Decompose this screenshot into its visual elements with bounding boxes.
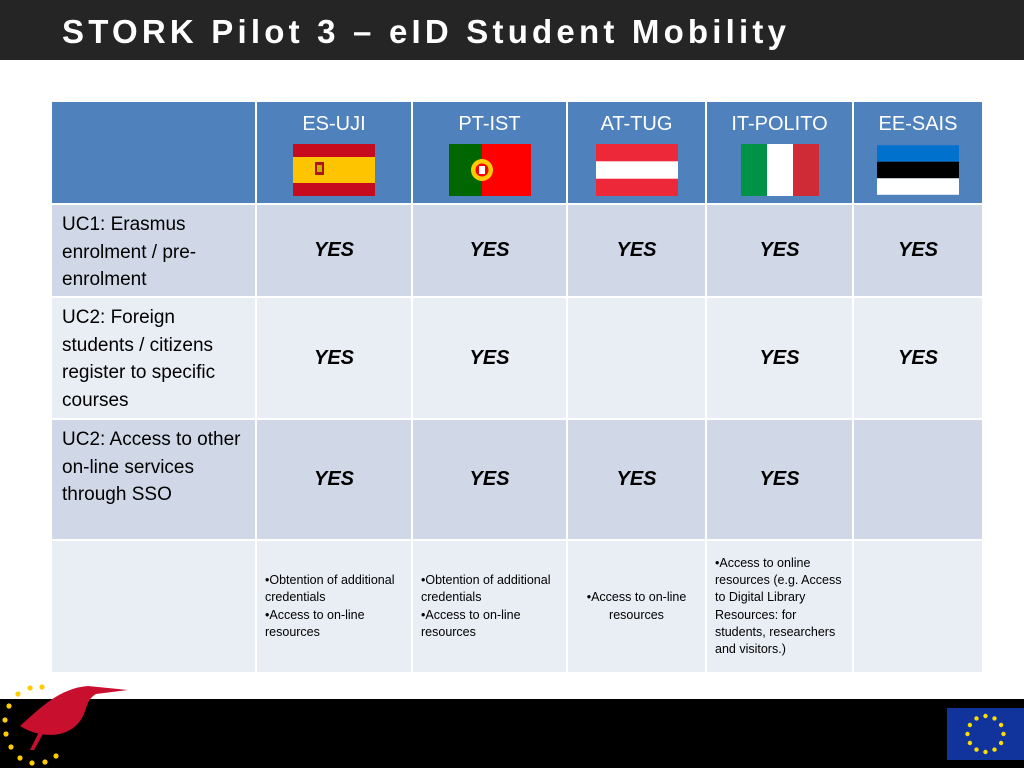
- row-label-uc2-courses: UC2: Foreign students / citizens register to specific courses: [52, 298, 255, 418]
- note-line: •Access to online resources (e.g. Access to Digital Library Resources: for students, researchers and visitors.): [715, 555, 842, 656]
- note-line: •Obtention of additional credentials: [265, 573, 395, 605]
- notes-cell-pt-ist: [413, 541, 566, 672]
- slide-title: STORK Pilot 3 – eID Student Mobility: [62, 13, 791, 50]
- row-value: YES: [854, 298, 982, 418]
- column-code: PT-IST: [458, 113, 521, 135]
- row-value: YES: [707, 420, 852, 539]
- column-header-es-uji: [257, 102, 411, 203]
- column-code: IT-POLITO: [731, 113, 828, 135]
- notes-cell-es-uji: [257, 541, 411, 672]
- eu-flag-icon: [947, 708, 1024, 760]
- austria-flag-icon: [596, 144, 678, 196]
- row-value: YES: [854, 205, 982, 296]
- column-header-ee-sais: [854, 102, 982, 203]
- row-value: YES: [413, 205, 566, 296]
- row-value: YES: [413, 420, 566, 539]
- column-header-at-tug: [568, 102, 705, 203]
- header-corner: [52, 102, 255, 203]
- row-value: YES: [257, 420, 411, 539]
- column-code: ES-UJI: [302, 113, 366, 135]
- portugal-flag-icon: [449, 144, 531, 196]
- pilot-table: [52, 102, 972, 664]
- row-value: [568, 298, 705, 418]
- column-code: AT-TUG: [600, 113, 673, 135]
- italy-flag-icon: [739, 144, 821, 196]
- row-label-uc2-sso: UC2: Access to other on-line services through SSO: [52, 420, 255, 539]
- notes-row-label: [52, 541, 255, 672]
- row-value: YES: [707, 298, 852, 418]
- column-code: EE-SAIS: [878, 113, 958, 135]
- row-value: YES: [707, 205, 852, 296]
- row-value: YES: [257, 205, 411, 296]
- column-header-it-polito: [707, 102, 852, 203]
- notes-cell-ee-sais: [854, 541, 982, 672]
- footer-bar: [0, 699, 1024, 768]
- row-value: YES: [413, 298, 566, 418]
- note-line: •Access to on-line resources: [265, 607, 365, 639]
- row-value: YES: [568, 205, 705, 296]
- note-line: •Access to on-line resources: [421, 607, 521, 639]
- notes-cell-it-polito: [707, 541, 852, 672]
- notes-cell-at-tug: [568, 541, 705, 672]
- row-value: [854, 420, 982, 539]
- row-value: YES: [568, 420, 705, 539]
- row-label-uc1: UC1: Erasmus enrolment / pre-enrolment: [52, 205, 255, 296]
- row-value: YES: [257, 298, 411, 418]
- stork-logo-icon: [0, 678, 135, 768]
- note-line: •Access to on-line resources: [586, 590, 687, 622]
- note-line: •Obtention of additional credentials: [421, 573, 551, 605]
- estonia-flag-icon: [877, 144, 959, 196]
- column-header-pt-ist: [413, 102, 566, 203]
- spain-flag-icon: [293, 144, 375, 196]
